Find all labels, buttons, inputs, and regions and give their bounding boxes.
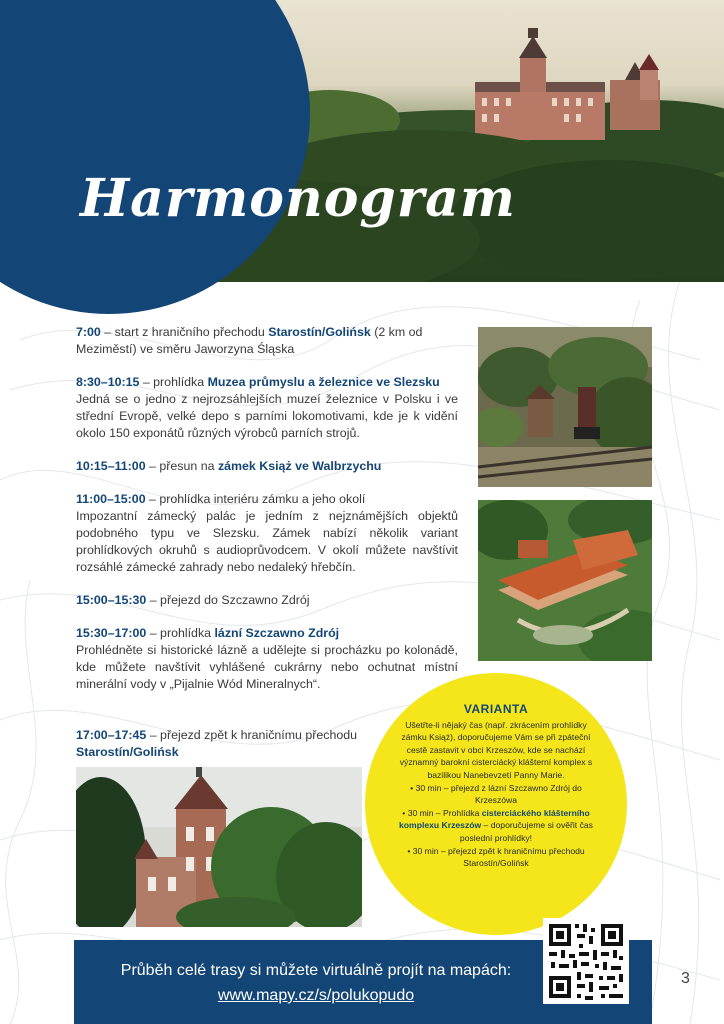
entry-text: – prohlídka interiéru zámku a jeho okolí [145, 492, 366, 506]
entry-text: – přejezd do Szczawno Zdrój [146, 593, 310, 607]
schedule [76, 324, 458, 709]
variant-item-text: – doporučujeme si ověřit čas poslední prohlídky! [459, 820, 593, 843]
entry-time: 15:30–17:00 [76, 626, 147, 640]
entry-text: – prohlídka [146, 626, 215, 640]
qr-code-icon [543, 918, 629, 1004]
entry-text: – přejezd zpět k hraničnímu přechodu [146, 728, 358, 743]
entry-text: – přesun na [145, 459, 218, 473]
railway-museum-photo [478, 327, 652, 487]
entry-description: Jedná se o jedno z nejrozsáhlejších muzeí železnice v Polsku i ve střední Evropě, velké depo s parními lokomotivami, kde je k vidění okolo 150 exponátů různých výrobců parních strojů. [76, 392, 458, 440]
entry-time: 10:15–11:00 [76, 459, 146, 473]
schedule-entry [76, 625, 458, 693]
map-link[interactable]: www.mapy.cz/s/polukopudo [217, 987, 415, 1004]
schedule-entry [76, 324, 458, 358]
variant-item: • 30 min – přejezd zpět k hraničnímu přechodu Starostín/Golińsk [407, 845, 585, 869]
page-title: Harmonogram [80, 168, 516, 229]
entry-time: 8:30–10:15 [76, 375, 140, 389]
schedule-entry [76, 491, 458, 576]
schedule-entry [76, 727, 396, 761]
entry-description: Impozantní zámecký palác je jedním z nejznámějších objektů podobného typu ve Slezsku. Zámek nabízí několik variant prohlídkových okruhů s audioprůvodcem. V okolí můžete navštívit rozsáhlé zámecké zahrady nebo nedaleký hřebčín. [76, 509, 458, 574]
variant-content [393, 703, 599, 870]
footer-text: Průběh celé trasy si můžete virtuálně projít na mapách: [120, 962, 512, 979]
variant-title: VARIANTA [463, 702, 529, 716]
schedule-entry [76, 458, 458, 475]
entry-text: – prohlídka [139, 375, 208, 389]
entry-time: 15:00–15:30 [76, 593, 147, 607]
entry-text: – start z hraničního přechodu [100, 325, 269, 339]
entry-time: 11:00–15:00 [76, 492, 146, 506]
entry-highlight: Starostín/Golińsk [76, 745, 179, 760]
schedule-entry [76, 592, 458, 609]
entry-text: (2 km od Meziměstí) ve směru Jaworzyna Śląska [76, 325, 423, 356]
spa-aerial-photo [478, 500, 652, 661]
variant-callout [365, 673, 627, 935]
entry-highlight: Muzea průmyslu a železnice ve Slezsku [207, 375, 440, 389]
variant-intro: Ušetřte-li nějaký čas (např. zkrácením prohlídky zámku Książ), doporučujeme Vám se při zpáteční cestě zastavit v obci Krzeszów, kde se nachází významný barokní cisterciácký klášterní komplex s bazilikou Nanebevzetí Panny Marie. [399, 719, 593, 780]
entry-time: 7:00 [76, 325, 101, 339]
schedule-entry [76, 374, 458, 442]
variant-item-highlight: cisterciáckého klášterního komplexu Krzeszów [399, 807, 590, 831]
entry-time: 17:00–17:45 [76, 728, 147, 743]
variant-item-text: • 30 min – Prohlídka [402, 807, 482, 818]
entry-highlight: zámek Książ ve Walbrzychu [217, 459, 382, 473]
castle-photo [76, 767, 362, 927]
variant-item [393, 807, 599, 845]
page-number: 3 [681, 970, 690, 987]
entry-description: Prohlédněte si historické lázně a udělejte si procházku po kolonádě, kde můžete navštívit vyhlášené cukrárny nebo ochutnat místní minerální vody v „Pijalnie Wód Mineralnych“. [76, 643, 458, 691]
variant-item: • 30 min – přejezd z lázní Szczawno Zdrój do Krzeszówa [410, 782, 582, 806]
entry-highlight: lázní Szczawno Zdrój [214, 626, 340, 640]
entry-highlight: Starostín/Golińsk [268, 325, 371, 339]
